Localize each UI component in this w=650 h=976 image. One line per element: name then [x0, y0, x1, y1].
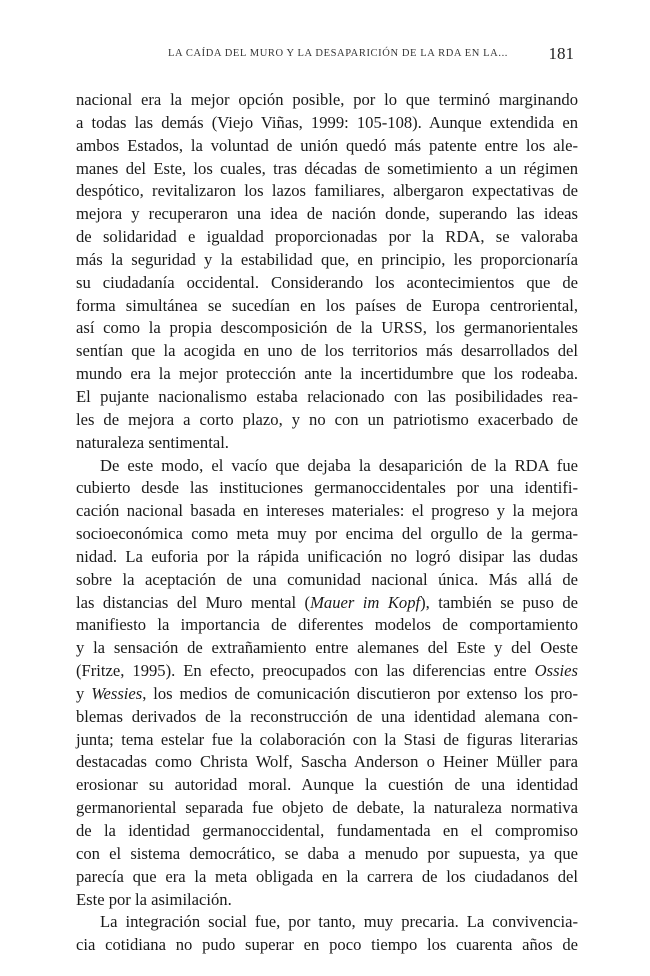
text-segment: forma simultánea se sucedían en los países de Europa centroriental, [76, 295, 578, 315]
text-line [76, 317, 578, 340]
text-line [76, 89, 578, 112]
text-line [76, 614, 578, 637]
text-segment: junta; tema estelar fue la colaboración con la Stasi de figuras literarias [76, 729, 578, 749]
text-line [76, 797, 578, 820]
text-segment: La integración social fue, por tanto, muy precaria. La convivencia- [100, 912, 578, 932]
text-segment: de solidaridad e igualdad proporcionadas por la RDA, se valoraba [76, 227, 578, 247]
italic-term: Wessies [91, 683, 143, 703]
page-number: 181 [548, 44, 574, 63]
text-line [76, 569, 578, 592]
text-line [76, 523, 578, 546]
text-line [76, 500, 578, 523]
text-segment: sentían que la acogida en uno de los territorios más desarrollados del [76, 341, 578, 361]
text-line [76, 843, 578, 866]
text-line [76, 706, 578, 729]
text-line [76, 729, 578, 752]
running-title: LA CAÍDA DEL MURO Y LA DESAPARICIÓN DE LA RDA EN LA... [168, 48, 509, 59]
text-line [76, 751, 578, 774]
text-line [76, 683, 578, 706]
text-segment: mundo era la mejor protección ante la incertidumbre que los rodeaba. [76, 364, 578, 384]
text-line [76, 112, 578, 135]
text-segment: destacadas como Christa Wolf, Sascha Anderson o Heiner Müller para [76, 752, 578, 772]
text-segment: nidad. La euforia por la rápida unificación no logró disipar las dudas [76, 546, 578, 566]
text-segment: con el sistema democrático, se daba a menudo por supuesta, ya que [76, 843, 578, 863]
text-line [76, 660, 578, 683]
text-segment: De este modo, el vacío que dejaba la desaparición de la RDA fue [100, 455, 578, 475]
text-segment: , los medios de comunicación discutieron por extenso los pro- [142, 683, 578, 703]
text-segment: El pujante nacionalismo estaba relacionado con las posibilidades rea- [76, 386, 578, 406]
text-segment: erosionar su autoridad moral. Aunque la cuestión de una identidad [76, 775, 578, 795]
text-segment: blemas derivados de la reconstrucción de una identidad alemana con- [76, 706, 578, 726]
text-segment: y la sensación de extrañamiento entre alemanes del Este y del Oeste [76, 638, 578, 658]
text-line [76, 180, 578, 203]
italic-term: Ossies [534, 661, 578, 681]
text-segment: socioeconómica como meta muy por encima del orgullo de la germa- [76, 524, 578, 544]
text-line [76, 386, 578, 409]
italic-term: Mauer im Kopf [310, 592, 421, 612]
text-segment: su ciudadanía occidental. Considerando los acontecimientos que de [76, 272, 578, 292]
text-line [76, 295, 578, 318]
text-line [76, 774, 578, 797]
text-line [76, 363, 578, 386]
text-line [76, 637, 578, 660]
text-line [76, 455, 578, 478]
text-segment: manifiesto la importancia de diferentes modelos de comportamiento [76, 615, 578, 635]
text-line [76, 226, 578, 249]
text-segment: y [76, 683, 92, 703]
text-segment: más la seguridad y la estabilidad que, en principio, les proporcionaría [76, 249, 578, 269]
text-segment: les de mejora a corto plazo, y no con un patriotismo exacerbado de [76, 409, 578, 429]
text-line [76, 911, 578, 934]
text-segment: cia cotidiana no pudo superar en poco tiempo los cuarenta años de [76, 935, 578, 955]
text-line [76, 203, 578, 226]
text-segment: despótico, revitalizaron los lazos familiares, albergaron expectativas de [76, 181, 578, 201]
text-segment: manes del Este, los cuales, tras décadas de sometimiento a un régimen [76, 158, 578, 178]
text-segment: nacional era la mejor opción posible, por lo que terminó marginando [76, 90, 578, 109]
text-segment: cubierto desde las instituciones germanoccidentales por una identifi- [76, 478, 578, 498]
text-segment: germanoriental separada fue objeto de debate, la naturaleza normativa [76, 798, 578, 818]
text-line [76, 546, 578, 569]
running-header [76, 44, 578, 68]
text-segment: ambos Estados, la voluntad de unión quedó más patente entre los ale- [76, 135, 578, 155]
text-line [76, 158, 578, 181]
text-segment: Este por la asimilación. [76, 889, 232, 909]
text-segment: sobre la aceptación de una comunidad nacional única. Más allá de [76, 569, 578, 589]
text-line [76, 340, 578, 363]
text-segment: mejora y recuperaron una idea de nación donde, superando las ideas [76, 204, 578, 224]
text-line [76, 592, 578, 615]
text-line [76, 432, 578, 455]
text-line [76, 820, 578, 843]
text-line [76, 477, 578, 500]
text-segment: de la identidad germanoccidental, fundamentada en el compromiso [76, 821, 578, 840]
text-line [76, 272, 578, 295]
text-line [76, 409, 578, 432]
text-line [76, 249, 578, 272]
text-line [76, 934, 578, 957]
text-line [76, 889, 578, 912]
text-segment: ), también se puso de [420, 592, 579, 612]
text-segment: cación nacional basada en intereses materiales: el progreso y la mejora [76, 501, 578, 521]
page-body [76, 89, 578, 957]
text-segment: parecía que era la meta obligada en la carrera de los ciudadanos del [76, 866, 578, 886]
text-line [76, 135, 578, 158]
text-segment: naturaleza sentimental. [76, 432, 229, 452]
text-segment: así como la propia descomposición de la URSS, los germanorientales [76, 318, 578, 338]
text-segment: (Fritze, 1995). En efecto, preocupados con las diferencias entre [76, 661, 535, 681]
text-line [76, 866, 578, 889]
text-segment: las distancias del Muro mental ( [76, 592, 311, 612]
text-segment: a todas las demás (Viejo Viñas, 1999: 105-108). Aunque extendida en [76, 112, 578, 132]
